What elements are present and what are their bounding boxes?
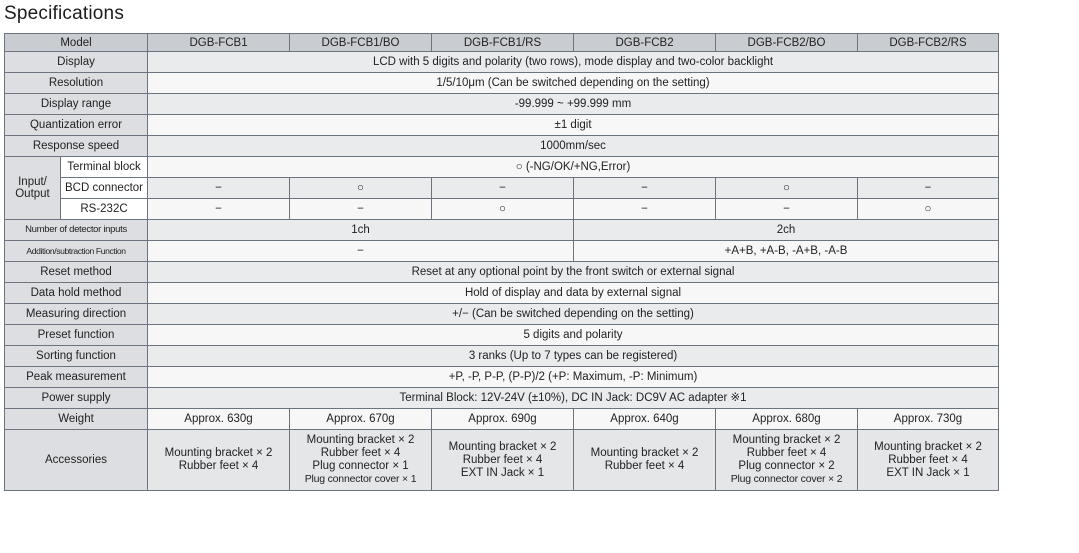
row-value: Hold of display and data by external signal	[148, 283, 999, 304]
table-row	[5, 430, 999, 491]
table-cell: −	[290, 199, 432, 220]
accessory-item: Rubber feet × 4	[462, 453, 543, 466]
table-cell: Approx. 640g	[574, 409, 716, 430]
accessories-cell	[290, 430, 432, 491]
row-label: Data hold method	[5, 283, 148, 304]
accessory-item: Mounting bracket × 2	[448, 440, 557, 453]
accessory-item: EXT IN Jack × 1	[460, 466, 545, 479]
specifications-table	[4, 33, 999, 491]
io-label-line1: Input/	[18, 176, 47, 188]
table-cell: ○	[290, 178, 432, 199]
table-row	[5, 388, 999, 409]
table-row	[5, 94, 999, 115]
row-value: +/− (Can be switched depending on the setting)	[148, 304, 999, 325]
accessory-item: Rubber feet × 4	[604, 460, 685, 472]
io-group-label	[5, 157, 61, 220]
row-label: Power supply	[5, 388, 148, 409]
row-value: -99.999 ~ +99.999 mm	[148, 94, 999, 115]
table-row	[5, 115, 999, 136]
accessory-item: Plug connector × 1	[312, 460, 409, 472]
row-value: 5 digits and polarity	[148, 325, 999, 346]
row-value: −	[148, 241, 574, 262]
table-row	[5, 73, 999, 94]
table-row	[5, 283, 999, 304]
table-cell: −	[148, 178, 290, 199]
io-label-line2: Output	[15, 188, 50, 200]
table-cell: −	[858, 178, 999, 199]
row-label: Response speed	[5, 136, 148, 157]
table-row	[5, 346, 999, 367]
accessory-item: Mounting bracket × 2	[164, 447, 273, 459]
accessory-item: Plug connector cover × 1	[304, 473, 417, 485]
row-sublabel: Terminal block	[61, 157, 148, 178]
table-row	[5, 178, 999, 199]
accessory-item: Rubber feet × 4	[888, 453, 968, 466]
row-value: 1000mm/sec	[148, 136, 999, 157]
table-cell: Approx. 630g	[148, 409, 290, 430]
table-cell: Approx. 680g	[716, 409, 858, 430]
table-cell: Approx. 730g	[858, 409, 999, 430]
row-label: Preset function	[5, 325, 148, 346]
row-label: Peak measurement	[5, 367, 148, 388]
table-row	[5, 220, 999, 241]
row-label: Sorting function	[5, 346, 148, 367]
row-sublabel: RS-232C	[61, 199, 148, 220]
row-label: Number of detector inputs	[5, 220, 148, 241]
accessory-item: Mounting bracket × 2	[306, 434, 415, 446]
row-value: LCD with 5 digits and polarity (two rows), mode display and two-color backlight	[148, 52, 999, 73]
header-model: DGB-FCB2/BO	[716, 34, 858, 52]
row-value: 1ch	[148, 220, 574, 241]
accessory-item: Mounting bracket × 2	[874, 440, 982, 453]
row-value: Terminal Block: 12V-24V (±10%), DC IN Jack: DC9V AC adapter ※1	[148, 388, 999, 409]
accessory-item: Mounting bracket × 2	[732, 434, 841, 446]
accessories-cell	[716, 430, 858, 491]
row-value: 1/5/10μm (Can be switched depending on the setting)	[148, 73, 999, 94]
row-label: Display	[5, 52, 148, 73]
accessories-cell	[432, 430, 574, 491]
table-cell: Approx. 670g	[290, 409, 432, 430]
table-row	[5, 262, 999, 283]
table-row	[5, 52, 999, 73]
row-label: Quantization error	[5, 115, 148, 136]
table-cell: Approx. 690g	[432, 409, 574, 430]
accessories-cell	[148, 430, 290, 491]
accessories-cell	[574, 430, 716, 491]
table-row	[5, 409, 999, 430]
table-cell: −	[574, 199, 716, 220]
page-title: Specifications	[4, 3, 125, 24]
row-label: Reset method	[5, 262, 148, 283]
table-cell: ○	[716, 178, 858, 199]
table-header-row	[5, 34, 999, 52]
table-cell: −	[148, 199, 290, 220]
row-value: ○ (-NG/OK/+NG,Error)	[148, 157, 999, 178]
table-cell: ○	[858, 199, 999, 220]
row-value: ±1 digit	[148, 115, 999, 136]
row-value: 2ch	[574, 220, 999, 241]
table-row	[5, 241, 999, 262]
accessory-item: Mounting bracket × 2	[590, 447, 699, 459]
accessory-item: EXT IN Jack × 1	[886, 466, 970, 479]
header-model: DGB-FCB2	[574, 34, 716, 52]
header-model: DGB-FCB1/RS	[432, 34, 574, 52]
row-value: +P, -P, P-P, (P-P)/2 (+P: Maximum, -P: Minimum)	[148, 367, 999, 388]
accessory-item: Plug connector × 2	[738, 460, 835, 472]
row-label: Addition/subtraction Function	[5, 241, 148, 262]
table-cell: −	[716, 199, 858, 220]
row-label: Measuring direction	[5, 304, 148, 325]
row-value: +A+B, +A-B, -A+B, -A-B	[574, 241, 999, 262]
row-value: Reset at any optional point by the front switch or external signal	[148, 262, 999, 283]
table-row	[5, 367, 999, 388]
table-row	[5, 157, 999, 178]
table-row	[5, 199, 999, 220]
table-row	[5, 325, 999, 346]
header-model: DGB-FCB1	[148, 34, 290, 52]
header-model: DGB-FCB1/BO	[290, 34, 432, 52]
row-label: Accessories	[5, 430, 148, 491]
table-row	[5, 136, 999, 157]
row-label: Display range	[5, 94, 148, 115]
row-sublabel: BCD connector	[61, 178, 148, 199]
row-value: 3 ranks (Up to 7 types can be registered)	[148, 346, 999, 367]
header-model: DGB-FCB2/RS	[858, 34, 999, 52]
accessory-item: Rubber feet × 4	[320, 447, 401, 459]
accessory-item: Rubber feet × 4	[178, 460, 259, 472]
table-cell: −	[574, 178, 716, 199]
row-label: Weight	[5, 409, 148, 430]
accessory-item: Plug connector cover × 2	[730, 473, 843, 485]
accessories-cell	[858, 430, 999, 491]
table-cell: −	[432, 178, 574, 199]
header-model-label: Model	[5, 34, 148, 52]
table-row	[5, 304, 999, 325]
row-label: Resolution	[5, 73, 148, 94]
accessory-item: Rubber feet × 4	[746, 447, 827, 459]
table-cell: ○	[432, 199, 574, 220]
